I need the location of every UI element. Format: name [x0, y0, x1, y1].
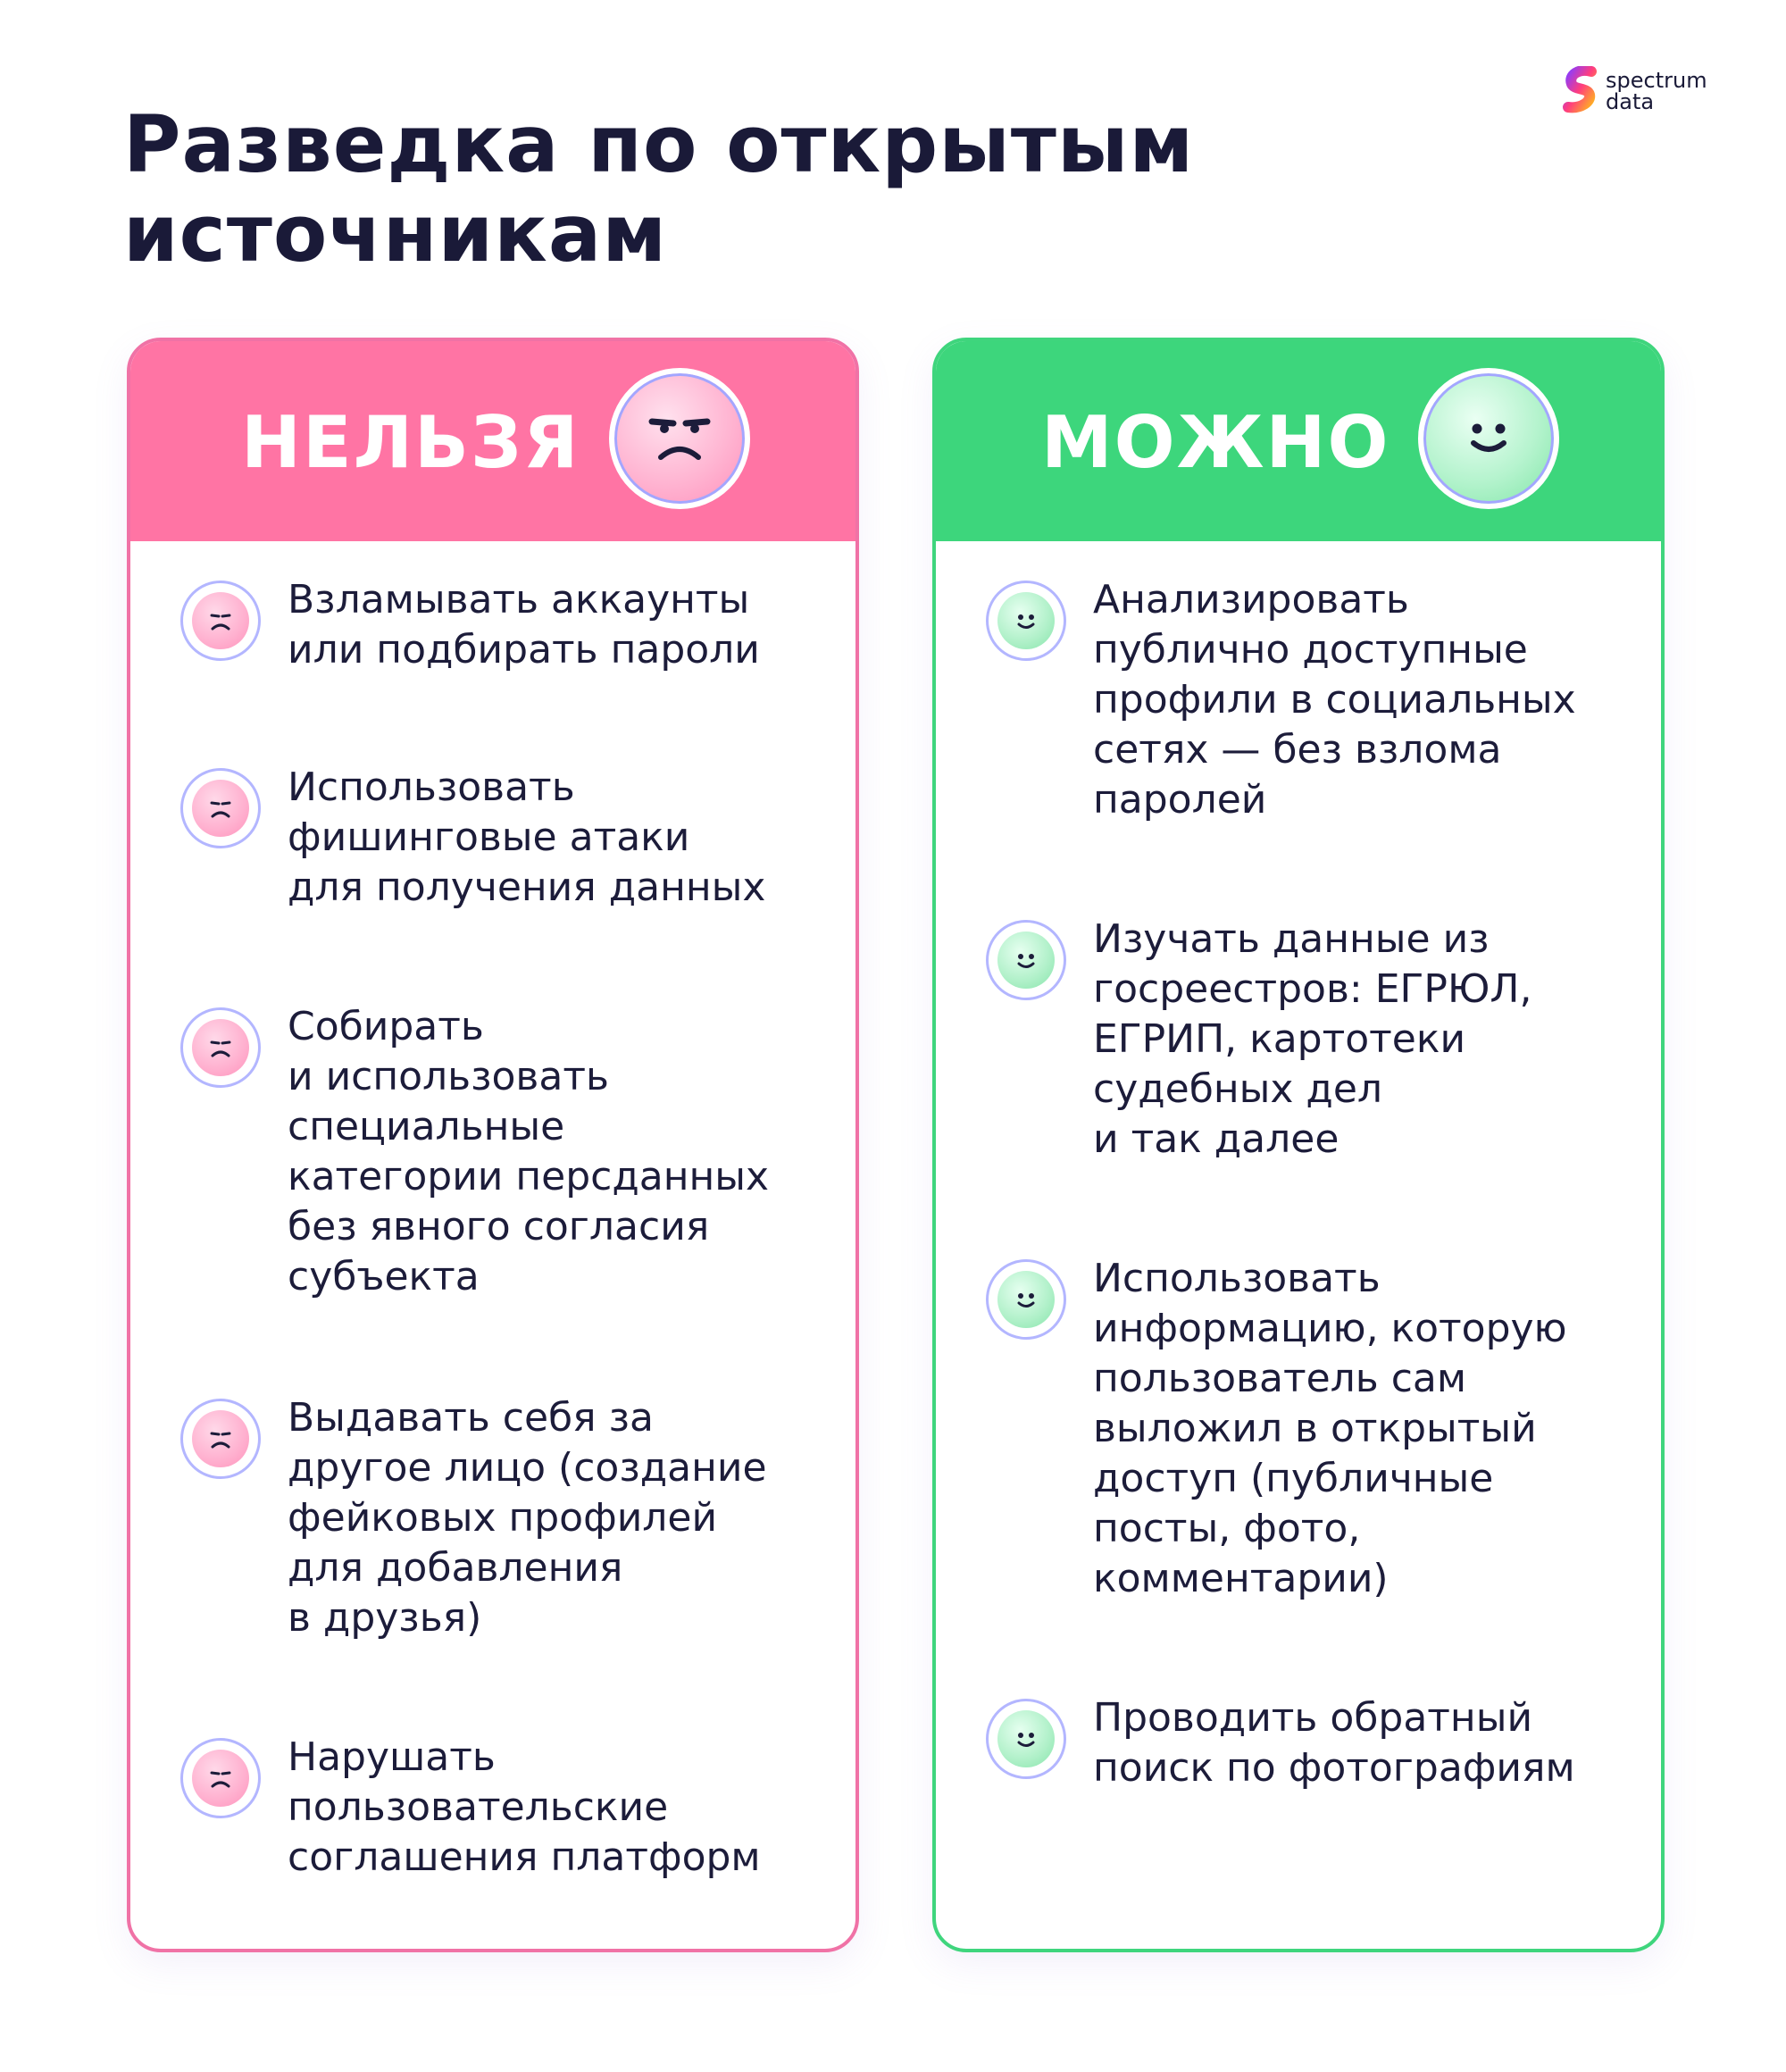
frowning-face-icon — [180, 768, 261, 848]
text-line: Анализировать — [1093, 577, 1409, 622]
text-line: выложил в открытый — [1093, 1406, 1537, 1451]
smiling-face-icon — [1418, 368, 1559, 509]
text-line: фейковых профилей — [288, 1495, 718, 1541]
text-line: для добавления — [288, 1545, 623, 1591]
frowning-face-icon — [609, 368, 750, 509]
smiling-face-icon — [986, 1259, 1066, 1340]
logo-mark-icon — [1561, 66, 1600, 116]
text-line: пользователь сам — [1093, 1356, 1467, 1401]
dont-card-header — [130, 341, 855, 541]
text-line: информацию, которую — [1093, 1306, 1567, 1351]
smiling-face-icon — [986, 581, 1066, 661]
list-item-text — [1093, 1693, 1629, 1793]
text-line: фишинговые атаки — [288, 815, 690, 860]
text-line: соглашения платформ — [288, 1834, 761, 1880]
text-line: ЕГРИП, картотеки — [1093, 1016, 1466, 1062]
text-line: и так далее — [1093, 1116, 1340, 1162]
smiling-face-icon — [986, 920, 1066, 1000]
list-item-text — [1093, 1254, 1629, 1604]
frowning-face-icon — [180, 1007, 261, 1088]
text-line: Взламывать аккаунты — [288, 577, 750, 622]
text-line: категории персданных — [288, 1154, 770, 1199]
logo-text-line: data — [1606, 89, 1655, 114]
do-card-header — [936, 341, 1661, 541]
text-line: доступ (публичные — [1093, 1456, 1494, 1501]
page-title-line: Разведка по открытым — [123, 98, 1195, 190]
spectrum-data-logo — [1561, 66, 1731, 120]
text-line: профили в социальных — [1093, 677, 1576, 723]
text-line: и использовать — [288, 1054, 609, 1099]
frowning-face-icon — [180, 581, 261, 661]
list-item-text — [288, 1733, 823, 1883]
dont-header-label: НЕЛЬЗЯ — [241, 401, 580, 484]
list-item-text — [288, 763, 823, 913]
text-line: Изучать данные из — [1093, 916, 1490, 962]
text-line: паролей — [1093, 777, 1267, 823]
list-item-text — [288, 1393, 823, 1643]
text-line: пользовательские — [288, 1784, 669, 1830]
text-line: Выдавать себя за — [288, 1395, 654, 1441]
text-line: специальные — [288, 1104, 565, 1149]
text-line: Использовать — [288, 764, 575, 810]
frowning-face-icon — [180, 1738, 261, 1818]
text-line: в друзья) — [288, 1595, 482, 1641]
text-line: Проводить обратный — [1093, 1695, 1533, 1741]
smiling-face-icon — [986, 1699, 1066, 1779]
list-item-text — [1093, 915, 1629, 1165]
text-line: без явного согласия — [288, 1204, 710, 1249]
text-line: сетях — без взлома — [1093, 727, 1502, 773]
page-title — [123, 100, 1284, 279]
text-line: для получения данных — [288, 865, 766, 910]
text-line: Собирать — [288, 1004, 484, 1049]
text-line: публично доступные — [1093, 627, 1528, 673]
list-item-text — [288, 1002, 823, 1302]
text-line: субъекта — [288, 1254, 480, 1299]
page-title-line: источникам — [123, 188, 668, 280]
logo-text-line: spectrum — [1606, 68, 1707, 93]
text-line: Нарушать — [288, 1734, 496, 1780]
text-line: посты, фото, — [1093, 1506, 1361, 1551]
list-item-text — [1093, 575, 1629, 825]
list-item-text — [288, 575, 823, 675]
text-line: Использовать — [1093, 1256, 1381, 1301]
do-card — [932, 338, 1665, 1952]
text-line: судебных дел — [1093, 1066, 1383, 1112]
dont-card — [127, 338, 859, 1952]
text-line: другое лицо (создание — [288, 1445, 767, 1491]
text-line: комментарии) — [1093, 1556, 1389, 1601]
text-line: поиск по фотографиям — [1093, 1745, 1575, 1791]
frowning-face-icon — [180, 1399, 261, 1479]
do-header-label: МОЖНО — [1041, 401, 1390, 484]
text-line: госреестров: ЕГРЮЛ, — [1093, 966, 1532, 1012]
text-line: или подбирать пароли — [288, 627, 760, 673]
